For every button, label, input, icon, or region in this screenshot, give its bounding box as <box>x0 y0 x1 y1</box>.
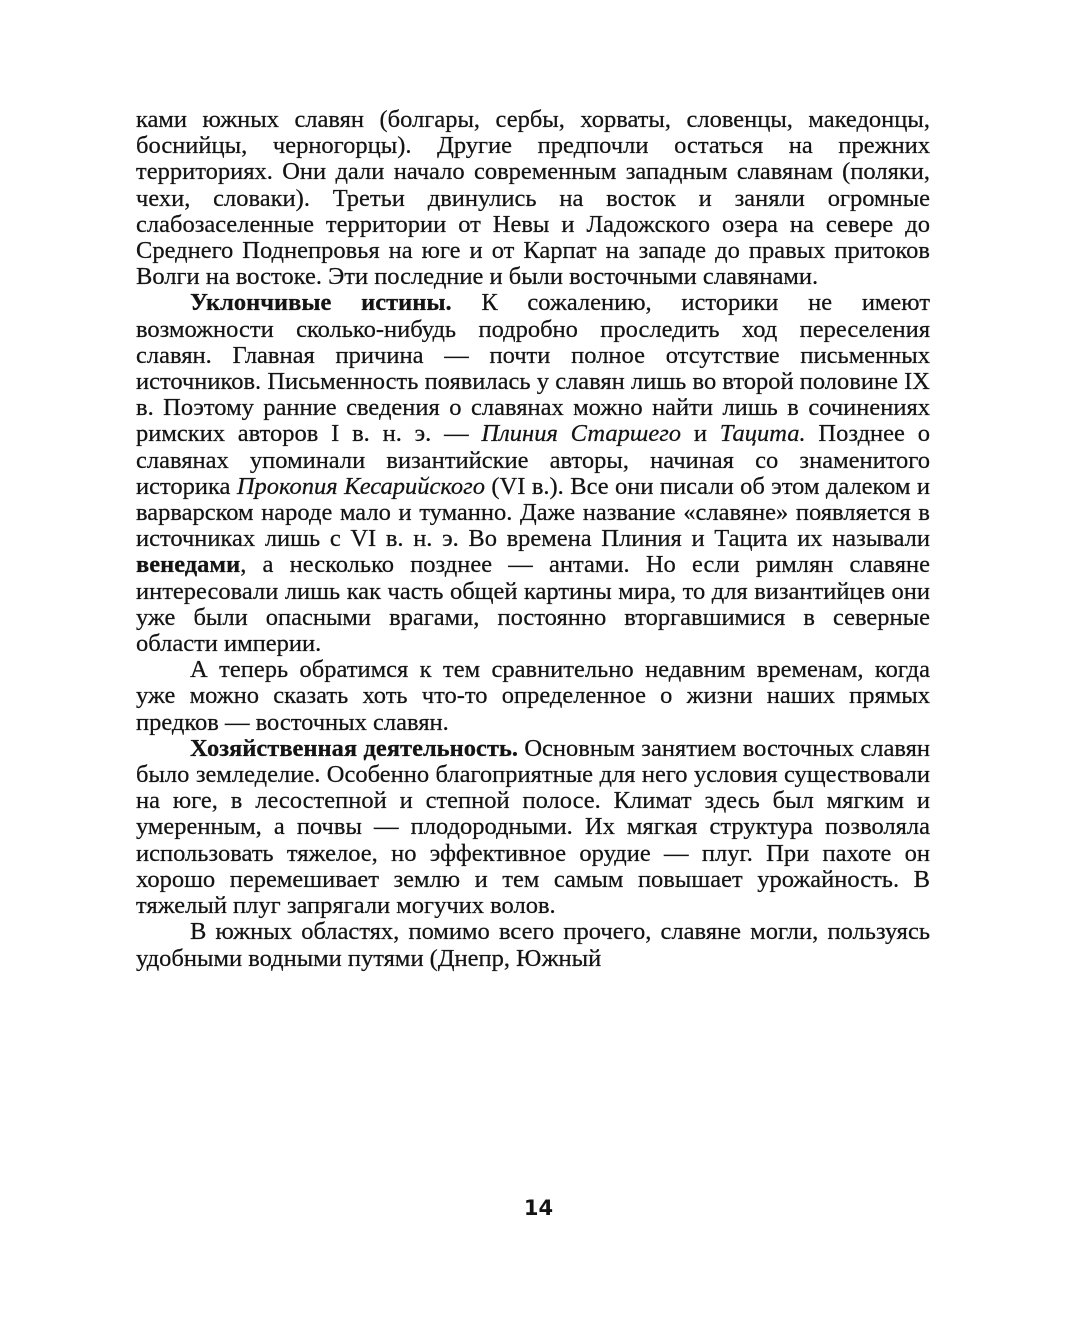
paragraph-text: Основным занятием восточных славян было земледелие. Особенно благоприятные для него условия существовали на юге, в лесостепной и степной полосе. Климат здесь был мягким и умеренным, а почвы — плодородными. Их мягкая структура позволяла использовать тяжелое, но эффективное орудие — плуг. При пахоте он хорошо перемешивает землю и тем самым повышает урожайность. В тяжелый плуг запрягали могучих волов. <box>136 734 930 920</box>
paragraph-transition: А теперь обратимся к тем сравнительно недавним временам, когда уже можно сказать хоть что-то определенное о жизни наших прямых предков — восточных славян. <box>136 656 930 736</box>
paragraph-text: (VI в.). Все они писали об этом далеком и варварском народе мало и туманно. Даже название «славяне» появляется в источниках лишь с VI в. н. э. Во времена Плиния и Тацита их называли <box>136 472 930 553</box>
paragraph-evasive-truths <box>136 290 930 657</box>
paragraph-southern-regions: В южных областях, помимо всего прочего, славяне могли, пользуясь удобными водными путями (Днепр, Южный <box>136 918 930 972</box>
paragraph-text: К сожалению, историки не имеют возможности сколько-нибудь подробно проследить ход переселения славян. Главная причина — почти полное отсутствие письменных источников. Письменность появилась у славян лишь во второй половине IX в. Поэтому ранние сведения о славянах можно найти лишь в сочинениях римских авторов I в. н. э. — <box>136 289 930 448</box>
paragraph-text: Позднее о славянах упоминали византийские авторы, начиная со знаменитого историка <box>136 420 930 500</box>
italic-name-procopius: Прокопия Кесарийского <box>236 472 485 500</box>
paragraph-text: и <box>681 420 720 448</box>
paragraph-text: , а несколько позднее — антами. Но если римлян славяне интересовали лишь как часть общей картины мира, то для византийцев они уже были опасными врагами, постоянно вторгавшимися в северные области империи. <box>136 551 930 658</box>
section-heading-evasive-truths: Уклончивые истины. <box>190 289 452 317</box>
paragraph-economic-activity <box>136 736 930 919</box>
italic-name-tacitus: Тацита. <box>719 420 806 448</box>
page-body <box>136 107 930 972</box>
section-heading-economic-activity: Хозяйственная деятельность. <box>190 734 518 762</box>
page-number: 14 <box>523 1196 554 1220</box>
italic-name-pliny: Плиния Старшего <box>481 420 682 448</box>
paragraph-continued: ками южных славян (болгары, сербы, хорваты, словенцы, македонцы, боснийцы, черногорцы). Другие предпочли остаться на прежних территориях. Они дали начало современным западным славянам (поляки, чехи, словаки). Третьи двинулись на восток и заняли огромные слабозаселенные территории от Невы и Ладожского озера на севере до Среднего Поднепровья на юге и от Карпат на западе до правых притоков Волги на востоке. Эти последние и были восточными славянами. <box>136 106 930 291</box>
bold-term-vened: венедами <box>136 551 241 579</box>
